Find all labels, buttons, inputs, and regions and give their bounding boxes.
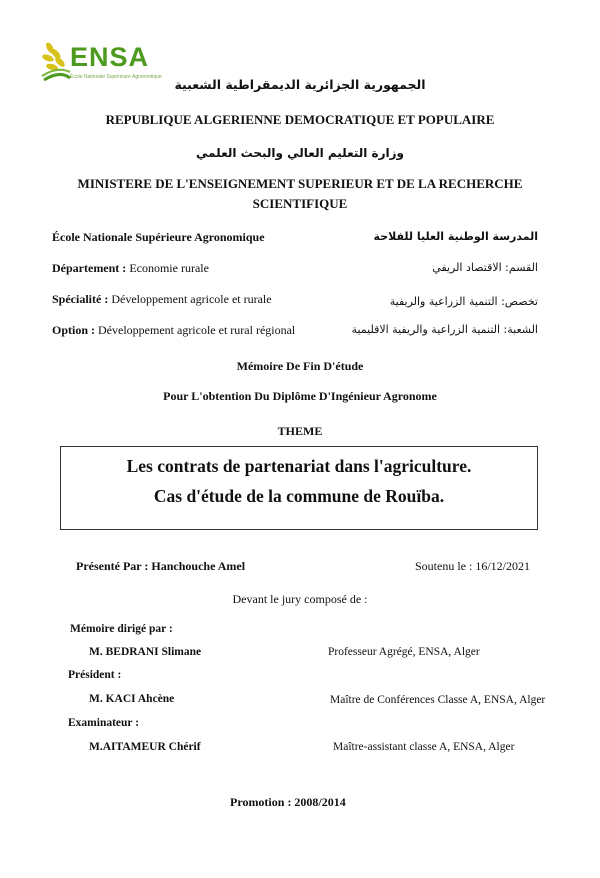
memoire-title: Mémoire De Fin D'étude: [236, 359, 364, 373]
republic-french: REPUBLIQUE ALGERIENNE DEMOCRATIQUE ET POPULAIRE: [105, 112, 495, 127]
school-french: École Nationale Supérieure Agronomique: [52, 230, 265, 244]
theme-label: THEME: [277, 424, 323, 438]
specialty-value: Développement agricole et rurale: [111, 292, 272, 306]
logo-subtitle: École Nationale Supérieure Agronomique: [70, 74, 162, 80]
jury-intro: Devant le jury composé de :: [232, 592, 368, 606]
option-arabic: الشعبة: التنمية الزراعية والريفية الاقليمية: [351, 323, 538, 336]
examiner-name: M.AITAMEUR Chérif: [89, 741, 201, 753]
president-name: M. KACI Ahcène: [89, 693, 175, 705]
department-value: Economie rurale: [129, 261, 209, 275]
defense-date: Soutenu le : 16/12/2021: [415, 559, 530, 573]
examiner-label: Examinateur :: [68, 717, 140, 729]
president-label: Président :: [68, 669, 122, 681]
ministry-french-line1: MINISTERE DE L'ENSEIGNEMENT SUPERIEUR ET DE LA RECHERCHE: [77, 176, 523, 191]
option-label: Option :: [52, 323, 96, 337]
option-row: [52, 323, 295, 338]
department-arabic: القسم: الاقتصاد الريفي: [432, 261, 538, 274]
ministry-arabic: وزارة التعليم العالي والبحث العلمي: [195, 146, 405, 160]
ministry-french-line2: SCIENTIFIQUE: [252, 196, 348, 211]
director-label: Mémoire dirigé par :: [70, 623, 173, 635]
theme-line1: Les contrats de partenariat dans l'agriculture.: [126, 456, 472, 476]
president-title: Maître de Conférences Classe A, ENSA, Alger: [330, 694, 546, 706]
school-arabic: المدرسة الوطنية العليا للفلاحة: [373, 230, 538, 243]
memoire-purpose: Pour L'obtention Du Diplôme D'Ingénieur Agronome: [163, 389, 437, 403]
specialty-row: [52, 292, 272, 307]
department-row: [52, 261, 209, 276]
examiner-title: Maître-assistant classe A, ENSA, Alger: [333, 741, 515, 753]
theme-line2: Cas d'étude de la commune de Rouïba.: [153, 486, 445, 506]
director-title: Professeur Agrégé, ENSA, Alger: [328, 646, 480, 658]
option-value: Développement agricole et rural régional: [98, 323, 296, 337]
department-label: Département :: [52, 261, 127, 275]
director-name: M. BEDRANI Slimane: [89, 646, 202, 658]
promotion: Promotion : 2008/2014: [230, 795, 346, 809]
theme-box: [60, 446, 538, 530]
specialty-label: Spécialité :: [52, 292, 109, 306]
presented-by: Présenté Par : Hanchouche Amel: [76, 559, 246, 573]
republic-arabic: الجمهورية الجزائرية الديمقراطية الشعبية: [174, 77, 426, 92]
specialty-arabic: تخصص: التنمية الزراعية والريفية: [389, 295, 538, 308]
logo-text: ENSA: [70, 42, 150, 72]
